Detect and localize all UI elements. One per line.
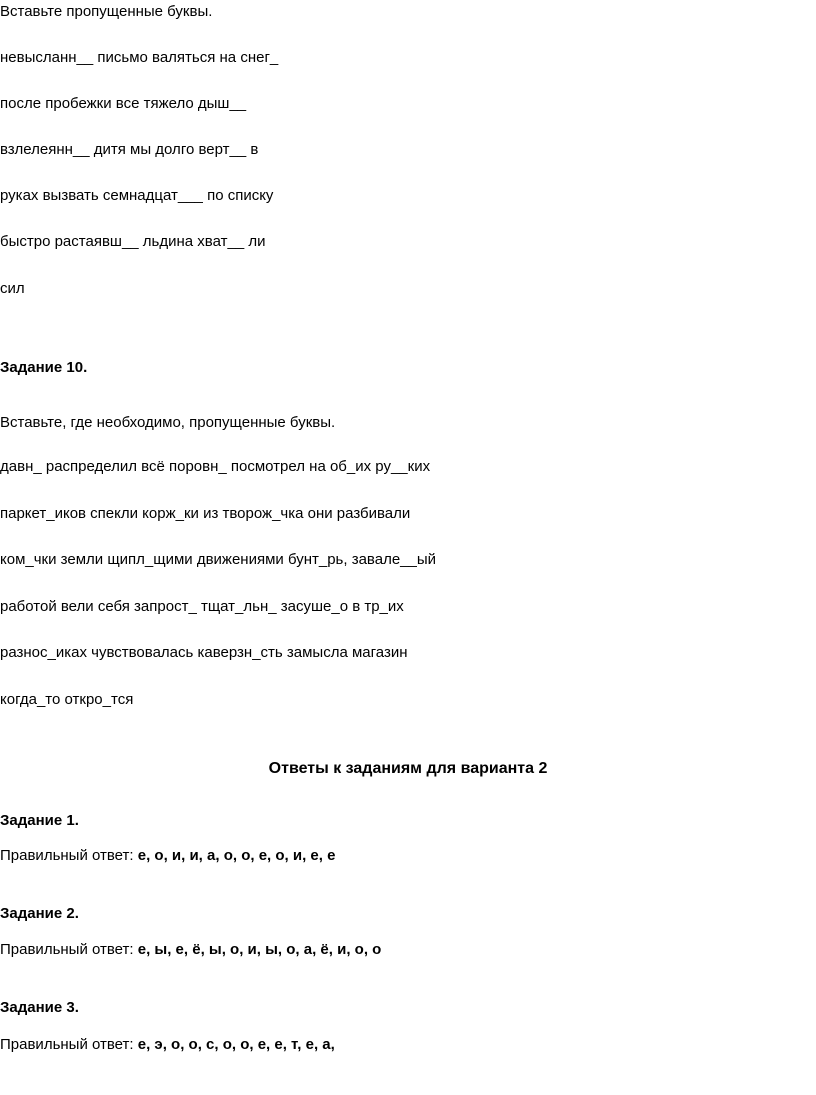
answer-prefix: Правильный ответ:	[0, 1036, 138, 1053]
answer-value: е, о, и, и, а, о, о, е, о, и, е, е	[137, 847, 336, 864]
exercise-line: давн_ распределил всё поровн_ посмотрел на об_их ру__ких	[0, 458, 431, 475]
exercise-line: быстро растаявш__ льдина хват__ ли	[0, 233, 266, 250]
section-heading: Вставьте пропущенные буквы.	[0, 3, 213, 20]
exercise-line: работой вели себя запрост_ тщат_льн_ засуше_о в тр_их	[0, 598, 404, 615]
answer-line	[0, 1036, 335, 1054]
answer-line	[0, 847, 335, 865]
exercise-line: когда_то откро_тся	[0, 691, 134, 708]
answer-prefix: Правильный ответ:	[0, 941, 138, 958]
exercise-line: сил	[0, 280, 25, 297]
exercise-line: невысланн__ письмо валяться на снег_	[0, 49, 279, 66]
answer-value: е, ы, е, ё, ы, о, и, ы, о, а, ё, и, о, о	[137, 941, 382, 958]
answer-task-title: Задание 2.	[0, 905, 79, 922]
answer-task-title: Задание 1.	[0, 812, 79, 829]
answer-task-title: Задание 3.	[0, 999, 79, 1016]
exercise-line: руках вызвать семнадцат___ по списку	[0, 187, 274, 204]
answer-line	[0, 941, 381, 959]
exercise-line: паркет_иков спекли корж_ки из творож_чка они разбивали	[0, 505, 411, 522]
exercise-line: разнос_иках чувствовалась каверзн_сть замысла магазин	[0, 644, 408, 661]
exercise-line: взлелеянн__ дитя мы долго верт__ в	[0, 141, 259, 158]
exercise-line: ком_чки земли щипл_щими движениями бунт_рь, завале__ый	[0, 551, 437, 568]
answer-prefix: Правильный ответ:	[0, 847, 138, 864]
answers-title: Ответы к заданиям для варианта 2	[268, 760, 548, 777]
task-instruction: Вставьте, где необходимо, пропущенные буквы.	[0, 414, 336, 431]
answer-value: е, э, о, о, с, о, о, е, е, т, е, а,	[137, 1036, 335, 1053]
task-title: Задание 10.	[0, 359, 88, 376]
exercise-line: после пробежки все тяжело дыш__	[0, 95, 247, 112]
